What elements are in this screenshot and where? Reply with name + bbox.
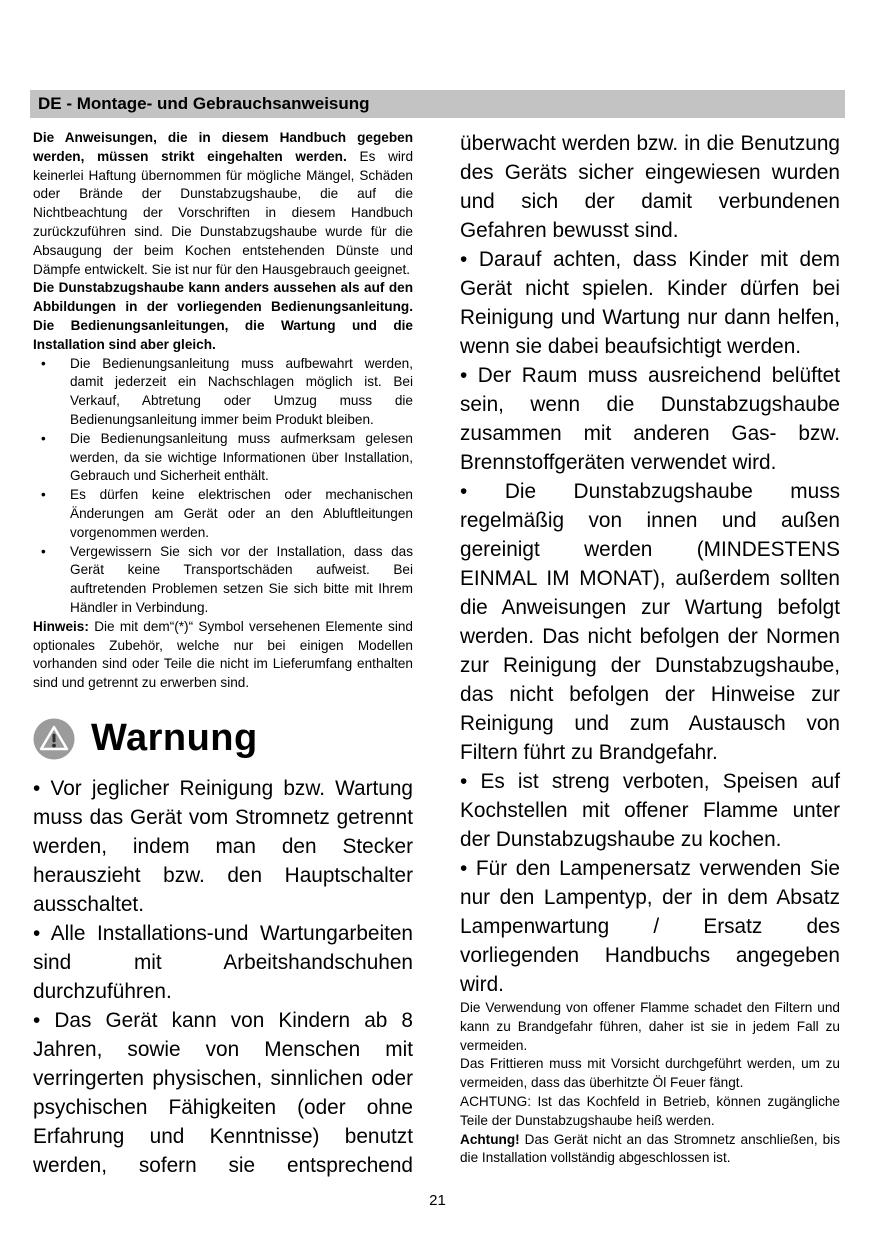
hinweis-label: Hinweis: — [33, 618, 89, 634]
achtung-label: Achtung! — [460, 1131, 520, 1147]
two-column-layout — [33, 129, 840, 1180]
bullet-marker: • — [41, 430, 46, 446]
warning-paragraph: • Der Raum muss ausreichend belüftet sein, wenn die Dunstabzugshaube zusammen mit anderen Gas- bzw. Brennstoffgeräten verwendet wird. — [460, 364, 840, 474]
page-number: 21 — [429, 1192, 446, 1209]
bullet-text: Die Bedienungsanleitung muss aufbewahrt werden, damit jederzeit ein Nachschlagen möglich ist. Bei Verkauf, Abtretung oder Umzug muss die Bedienungsanleitung immer beim Produkt bleiben. — [70, 355, 413, 427]
warning-paragraph: • Die Dunstabzugshaube muss regelmäßig von innen und außen gereinigt werden (MINDESTENS EINMAL IM MONAT), außerdem sollten die Anweisungen zur Wartung befolgt werden. Das nicht befolgen der Normen zur Reinigung der Dunstabzugshaube, das nicht befolgen der Hinweise zur Reinigung und zum Austausch von Filtern führt zu Brandgefahr. — [460, 480, 840, 764]
bullet-text: Vergewissern Sie sich vor der Installation, dass das Gerät keine Transportschäden aufweist. Bei auftretenden Problemen setzen Sie sich bitte mit Ihrem Händler in Verbindung. — [70, 543, 413, 615]
list-item — [33, 543, 413, 618]
section-header-bar — [30, 90, 845, 118]
warning-paragraph: • Alle Installations-und Wartungarbeiten sind mit Arbeitshandschuhen durchzuführen. — [33, 921, 413, 1003]
warning-heading — [33, 713, 413, 765]
intro-paragraph-bold: Die Anweisungen, die in diesem Handbuch gegeben werden, müssen strikt eingehalten werden. — [33, 130, 413, 164]
bullet-text: Die Bedienungsanleitung muss aufmerksam gelesen werden, da sie wichtige Informationen über Installation, Gebrauch und Sicherheit enthält. — [70, 430, 413, 484]
list-item — [33, 486, 413, 542]
warning-icon — [33, 718, 75, 760]
warning-paragraph: • Es ist streng verboten, Speisen auf Kochstellen mit offener Flamme unter der Dunstabzugshaube zu kochen. — [460, 770, 840, 851]
achtung-mains-paragraph — [460, 1131, 840, 1169]
left-column — [33, 129, 413, 1180]
intro-paragraph-rest: Es wird keinerlei Haftung übernommen für mögliche Mängel, Schäden oder Brände der Dunstabzugshaube, die auf die Nichtbeachtung der Vorschriften in diesem Handbuch zurückzuführen sind. Die Dunstabzugshaube wurde für die Absaugung der beim Kochen entstehenden Dünste und Dämpfe entwickelt. Sie ist nur für den Hausgebrauch geeignet. — [33, 148, 414, 277]
achtung-text: Das Gerät nicht an das Stromnetz anschließen, bis die Installation vollständig abgeschlossen ist. — [460, 1131, 840, 1166]
right-column — [460, 129, 840, 1180]
warning-paragraph: • Vor jeglicher Reinigung bzw. Wartung muss das Gerät vom Stromnetz getrennt werden, indem man den Stecker herauszieht bzw. den Hauptschalter ausschaltet. — [33, 776, 413, 916]
warning-paragraph: • Für den Lampenersatz verwenden Sie nur den Lampentyp, der in dem Absatz Lampenwartung / Ersatz des vorliegenden Handbuchs angegeben wird. — [460, 857, 840, 996]
bullet-text: Es dürfen keine elektrischen oder mechanischen Änderungen am Gerät oder an den Abluftleitungen vorgenommen werden. — [70, 487, 413, 540]
bullet-marker: • — [41, 355, 46, 371]
bullet-marker: • — [41, 543, 46, 559]
bullet-marker: • — [41, 487, 46, 503]
warning-title: Warnung — [91, 717, 258, 760]
list-item — [33, 430, 413, 486]
list-item — [33, 355, 413, 430]
frying-note-paragraph: Das Frittieren muss mit Vorsicht durchgeführt werden, um zu vermeiden, dass das überhitzte Öl Feuer fängt. — [460, 1056, 840, 1091]
intro-paragraph — [33, 129, 413, 279]
warning-paragraph: • Das Gerät kann von Kindern ab 8 Jahren, sowie von Menschen mit verringerten physischen, sinnlichen oder psychischen Fähigkeiten (oder ohne Erfahrung und Kenntnisse) benutzt werden, sofern sie entsprechend — [33, 1008, 413, 1177]
section-header-title: DE - Montage- und Gebrauchsanweisung — [38, 94, 370, 113]
instruction-bullet-list — [33, 355, 413, 618]
hinweis-text: Die mit dem“(*)“ Symbol versehenen Elemente sind optionales Zubehör, welche nur bei einigen Modellen vorhanden sind oder Teile die nicht im Lieferumfang enthalten sind und getrennt zu erwerben sind. — [33, 618, 413, 691]
appearance-note-paragraph: Die Dunstabzugshaube kann anders aussehen als auf den Abbildungen in der vorliegenden Bedienungsanleitung. Die Bedienungsanleitungen, die Wartung und die Installation sind aber gleich. — [33, 280, 413, 352]
achtung-hot-parts-paragraph: ACHTUNG: Ist das Kochfeld in Betrieb, können zugängliche Teile der Dunstabzugshaube heiß werden. — [460, 1093, 840, 1128]
flame-note-paragraph: Die Verwendung von offener Flamme schadet den Filtern und kann zu Brandgefahr führen, daher ist sie in jedem Fall zu vermeiden. — [460, 1000, 840, 1053]
hinweis-paragraph — [33, 618, 413, 693]
warning-paragraph: • Darauf achten, dass Kinder mit dem Gerät nicht spielen. Kinder dürfen bei Reinigung und Wartung nur dann helfen, wenn sie dabei beaufsichtigt werden. — [460, 248, 840, 358]
warning-paragraph: überwacht werden bzw. in die Benutzung des Geräts sicher eingewiesen wurden und sich der damit verbundenen Gefahren bewusst sind. — [460, 132, 840, 242]
